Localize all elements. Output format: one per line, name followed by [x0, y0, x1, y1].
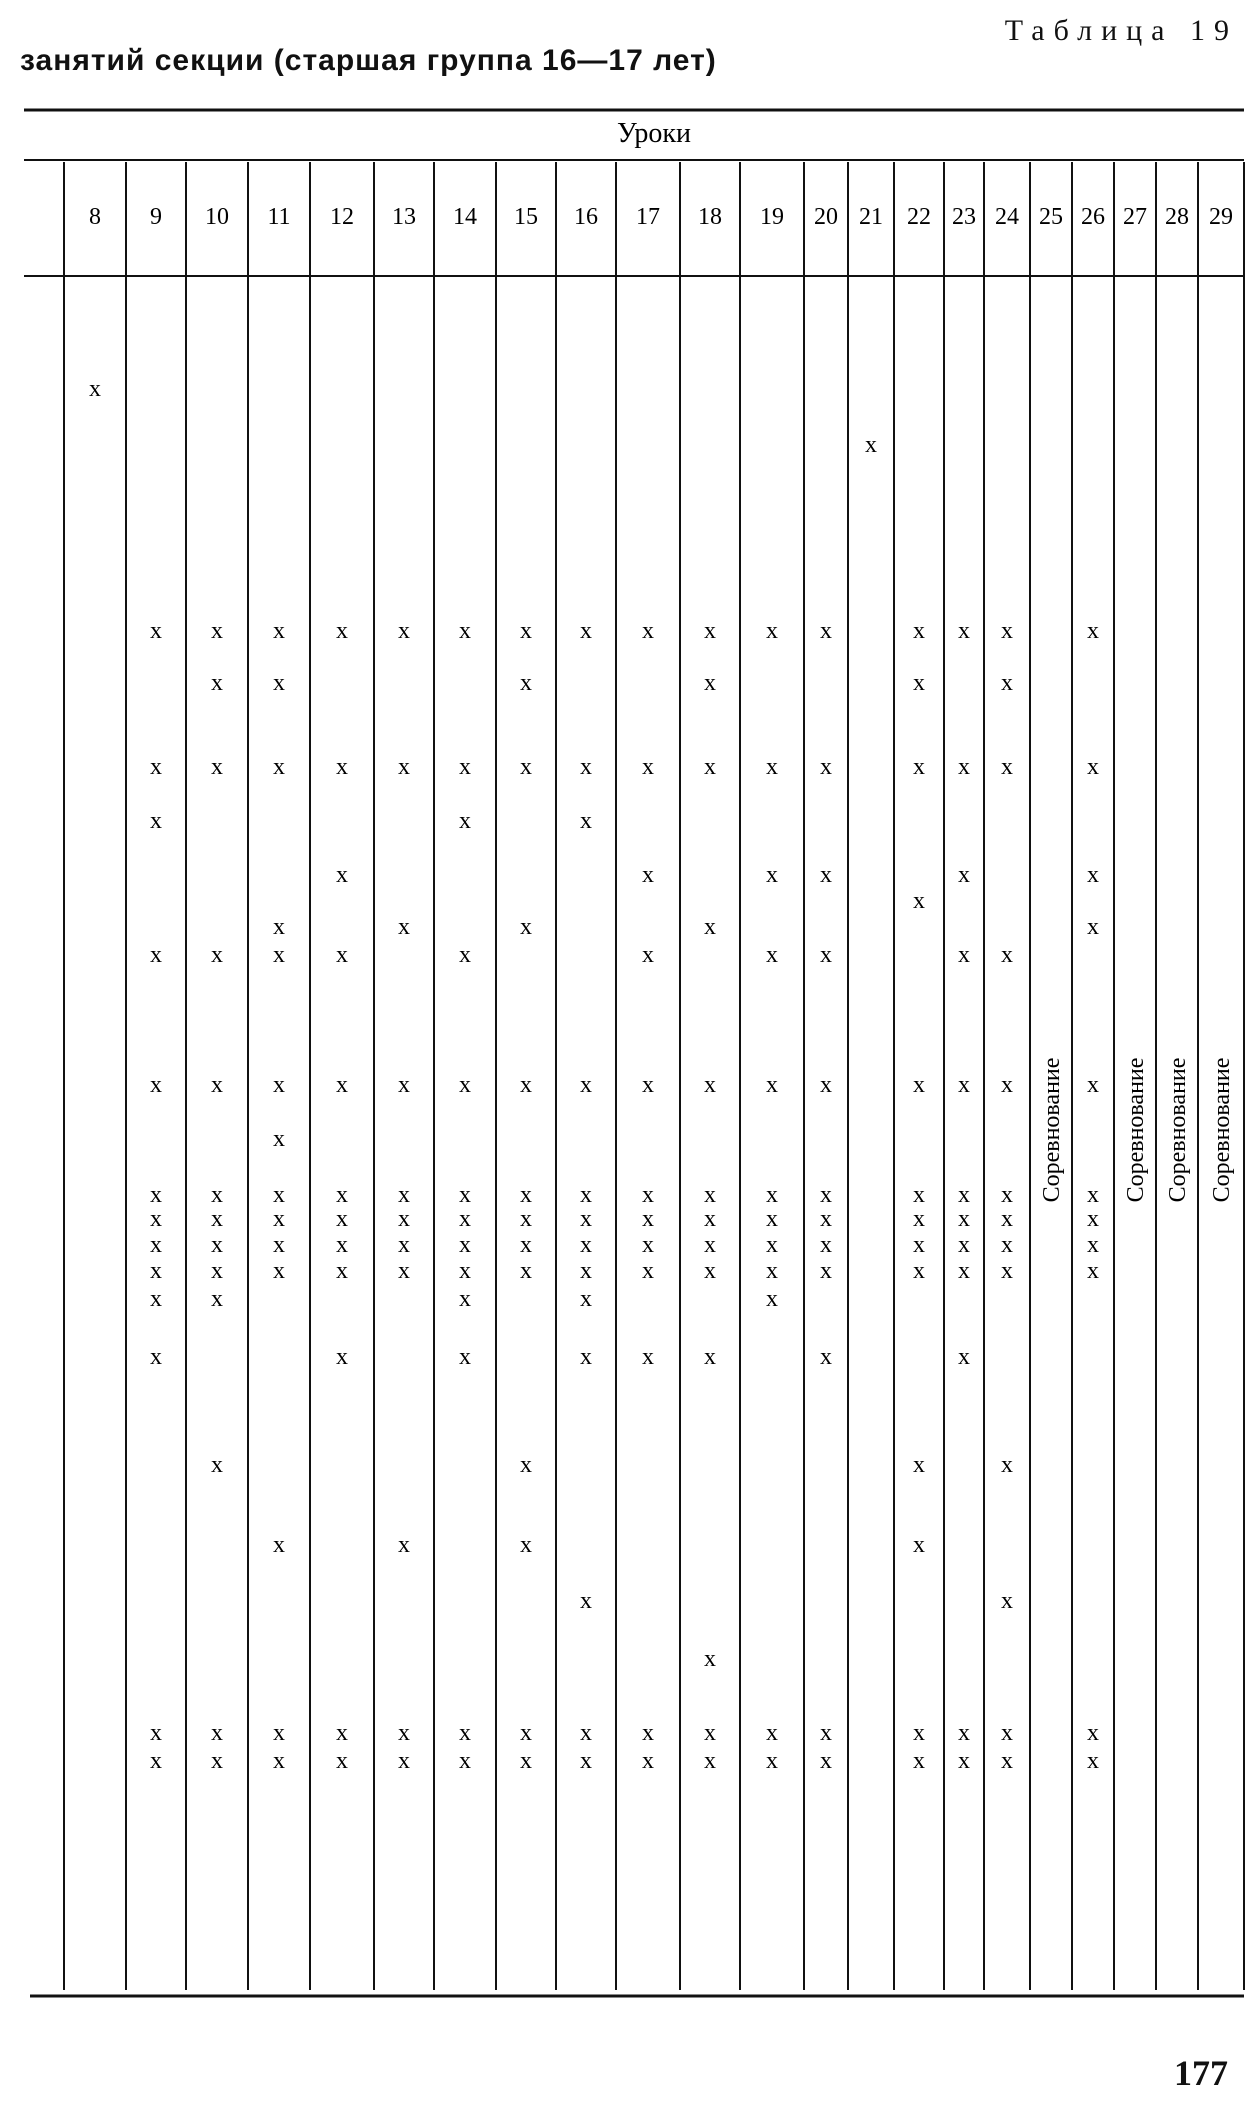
mark-lesson-24: x — [1001, 754, 1013, 780]
mark-lesson-17: x — [642, 942, 654, 968]
mark-lesson-14: x — [459, 618, 471, 644]
mark-lesson-16: x — [580, 1720, 592, 1746]
mark-lesson-8: x — [89, 376, 101, 402]
lesson-number-21: 21 — [859, 204, 883, 230]
mark-lesson-12: x — [336, 1182, 348, 1208]
mark-lesson-18: x — [704, 670, 716, 696]
mark-lesson-20: x — [820, 1720, 832, 1746]
mark-lesson-26: x — [1087, 1206, 1099, 1232]
mark-lesson-22: x — [913, 1258, 925, 1284]
mark-lesson-18: x — [704, 1182, 716, 1208]
mark-lesson-11: x — [273, 670, 285, 696]
mark-lesson-11: x — [273, 1748, 285, 1774]
mark-lesson-12: x — [336, 754, 348, 780]
mark-lesson-18: x — [704, 1258, 716, 1284]
mark-lesson-10: x — [211, 618, 223, 644]
lesson-number-26: 26 — [1081, 204, 1105, 230]
lesson-number-11: 11 — [267, 204, 291, 230]
lesson-number-15: 15 — [514, 204, 538, 230]
mark-lesson-16: x — [580, 1232, 592, 1258]
mark-lesson-19: x — [766, 1286, 778, 1312]
mark-lesson-11: x — [273, 1720, 285, 1746]
mark-lesson-16: x — [580, 1072, 592, 1098]
mark-lesson-16: x — [580, 1588, 592, 1614]
mark-lesson-9: x — [150, 1344, 162, 1370]
mark-lesson-22: x — [913, 1720, 925, 1746]
mark-lesson-12: x — [336, 942, 348, 968]
mark-lesson-20: x — [820, 1258, 832, 1284]
mark-lesson-22: x — [913, 754, 925, 780]
mark-lesson-15: x — [520, 1182, 532, 1208]
mark-lesson-13: x — [398, 1232, 410, 1258]
mark-lesson-18: x — [704, 1072, 716, 1098]
mark-lesson-10: x — [211, 1206, 223, 1232]
mark-lesson-17: x — [642, 1072, 654, 1098]
mark-lesson-19: x — [766, 1232, 778, 1258]
mark-lesson-18: x — [704, 1344, 716, 1370]
mark-lesson-23: x — [958, 1182, 970, 1208]
mark-lesson-24: x — [1001, 942, 1013, 968]
mark-lesson-26: x — [1087, 1720, 1099, 1746]
mark-lesson-11: x — [273, 618, 285, 644]
mark-lesson-14: x — [459, 1258, 471, 1284]
mark-lesson-13: x — [398, 1072, 410, 1098]
lesson-number-12: 12 — [330, 204, 354, 230]
competition-label-27: Соревнование — [1123, 1057, 1149, 1203]
mark-lesson-9: x — [150, 942, 162, 968]
mark-lesson-24: x — [1001, 1588, 1013, 1614]
mark-lesson-18: x — [704, 754, 716, 780]
mark-lesson-19: x — [766, 1258, 778, 1284]
mark-lesson-15: x — [520, 1206, 532, 1232]
mark-lesson-22: x — [913, 1532, 925, 1558]
mark-lesson-13: x — [398, 1182, 410, 1208]
mark-lesson-9: x — [150, 1286, 162, 1312]
mark-lesson-9: x — [150, 754, 162, 780]
mark-lesson-19: x — [766, 754, 778, 780]
mark-lesson-10: x — [211, 1720, 223, 1746]
mark-lesson-17: x — [642, 1344, 654, 1370]
mark-lesson-15: x — [520, 1720, 532, 1746]
mark-lesson-24: x — [1001, 1232, 1013, 1258]
mark-lesson-15: x — [520, 1232, 532, 1258]
mark-lesson-12: x — [336, 1720, 348, 1746]
mark-lesson-18: x — [704, 914, 716, 940]
mark-lesson-20: x — [820, 942, 832, 968]
mark-lesson-15: x — [520, 618, 532, 644]
mark-lesson-17: x — [642, 1258, 654, 1284]
mark-lesson-14: x — [459, 1720, 471, 1746]
mark-lesson-24: x — [1001, 1452, 1013, 1478]
lesson-number-28: 28 — [1165, 204, 1189, 230]
mark-lesson-15: x — [520, 1748, 532, 1774]
lesson-number-23: 23 — [952, 204, 976, 230]
mark-lesson-10: x — [211, 942, 223, 968]
mark-lesson-13: x — [398, 754, 410, 780]
mark-lesson-26: x — [1087, 1258, 1099, 1284]
mark-lesson-20: x — [820, 754, 832, 780]
mark-lesson-14: x — [459, 808, 471, 834]
mark-lesson-15: x — [520, 1072, 532, 1098]
mark-lesson-21: x — [865, 432, 877, 458]
mark-lesson-13: x — [398, 1532, 410, 1558]
mark-lesson-19: x — [766, 618, 778, 644]
mark-lesson-26: x — [1087, 1182, 1099, 1208]
mark-lesson-17: x — [642, 618, 654, 644]
lesson-number-20: 20 — [814, 204, 838, 230]
mark-lesson-22: x — [913, 1452, 925, 1478]
mark-lesson-16: x — [580, 808, 592, 834]
mark-lesson-11: x — [273, 1232, 285, 1258]
mark-lesson-26: x — [1087, 754, 1099, 780]
mark-lesson-11: x — [273, 942, 285, 968]
mark-lesson-19: x — [766, 862, 778, 888]
mark-lesson-12: x — [336, 1344, 348, 1370]
mark-lesson-23: x — [958, 1258, 970, 1284]
mark-lesson-26: x — [1087, 1232, 1099, 1258]
mark-lesson-24: x — [1001, 1206, 1013, 1232]
mark-lesson-9: x — [150, 808, 162, 834]
mark-lesson-22: x — [913, 1182, 925, 1208]
mark-lesson-20: x — [820, 1072, 832, 1098]
mark-lesson-12: x — [336, 1072, 348, 1098]
mark-lesson-22: x — [913, 888, 925, 914]
mark-lesson-11: x — [273, 914, 285, 940]
mark-lesson-11: x — [273, 754, 285, 780]
lesson-number-17: 17 — [636, 204, 660, 230]
mark-lesson-22: x — [913, 670, 925, 696]
mark-lesson-23: x — [958, 1206, 970, 1232]
mark-lesson-19: x — [766, 1072, 778, 1098]
mark-lesson-18: x — [704, 1232, 716, 1258]
mark-lesson-17: x — [642, 1182, 654, 1208]
mark-lesson-11: x — [273, 1532, 285, 1558]
mark-lesson-23: x — [958, 618, 970, 644]
mark-lesson-9: x — [150, 1182, 162, 1208]
mark-lesson-24: x — [1001, 1182, 1013, 1208]
mark-lesson-9: x — [150, 1720, 162, 1746]
mark-lesson-11: x — [273, 1206, 285, 1232]
mark-lesson-11: x — [273, 1258, 285, 1284]
mark-lesson-10: x — [211, 754, 223, 780]
mark-lesson-17: x — [642, 1748, 654, 1774]
mark-lesson-16: x — [580, 1344, 592, 1370]
mark-lesson-14: x — [459, 942, 471, 968]
lesson-number-14: 14 — [453, 204, 477, 230]
mark-lesson-9: x — [150, 1072, 162, 1098]
mark-lesson-26: x — [1087, 618, 1099, 644]
mark-lesson-23: x — [958, 1720, 970, 1746]
table-caption: Таблица 19 — [1004, 14, 1238, 47]
mark-lesson-19: x — [766, 942, 778, 968]
mark-lesson-24: x — [1001, 618, 1013, 644]
mark-lesson-11: x — [273, 1072, 285, 1098]
mark-lesson-24: x — [1001, 1748, 1013, 1774]
mark-lesson-19: x — [766, 1748, 778, 1774]
mark-lesson-15: x — [520, 670, 532, 696]
mark-lesson-15: x — [520, 1452, 532, 1478]
mark-lesson-10: x — [211, 1748, 223, 1774]
mark-lesson-20: x — [820, 618, 832, 644]
mark-lesson-9: x — [150, 618, 162, 644]
mark-lesson-14: x — [459, 1206, 471, 1232]
lesson-number-8: 8 — [89, 204, 101, 230]
mark-lesson-16: x — [580, 754, 592, 780]
mark-lesson-19: x — [766, 1720, 778, 1746]
mark-lesson-13: x — [398, 914, 410, 940]
mark-lesson-17: x — [642, 1232, 654, 1258]
mark-lesson-26: x — [1087, 1072, 1099, 1098]
mark-lesson-23: x — [958, 1748, 970, 1774]
mark-lesson-12: x — [336, 618, 348, 644]
mark-lesson-14: x — [459, 1232, 471, 1258]
mark-lesson-19: x — [766, 1182, 778, 1208]
mark-lesson-17: x — [642, 862, 654, 888]
mark-lesson-13: x — [398, 1258, 410, 1284]
mark-lesson-20: x — [820, 1748, 832, 1774]
mark-lesson-14: x — [459, 1182, 471, 1208]
mark-lesson-10: x — [211, 1182, 223, 1208]
mark-lesson-24: x — [1001, 1072, 1013, 1098]
mark-lesson-22: x — [913, 618, 925, 644]
mark-lesson-23: x — [958, 862, 970, 888]
mark-lesson-16: x — [580, 1748, 592, 1774]
mark-lesson-14: x — [459, 1344, 471, 1370]
mark-lesson-12: x — [336, 862, 348, 888]
mark-lesson-9: x — [150, 1748, 162, 1774]
mark-lesson-24: x — [1001, 1258, 1013, 1284]
lesson-number-27: 27 — [1123, 204, 1147, 230]
mark-lesson-13: x — [398, 1720, 410, 1746]
mark-lesson-10: x — [211, 1258, 223, 1284]
mark-lesson-17: x — [642, 1206, 654, 1232]
mark-lesson-22: x — [913, 1748, 925, 1774]
competition-label-25: Соревнование — [1039, 1057, 1065, 1203]
mark-lesson-10: x — [211, 1452, 223, 1478]
lesson-number-16: 16 — [574, 204, 598, 230]
mark-lesson-15: x — [520, 1258, 532, 1284]
mark-lesson-9: x — [150, 1258, 162, 1284]
mark-lesson-24: x — [1001, 1720, 1013, 1746]
mark-lesson-10: x — [211, 1232, 223, 1258]
mark-lesson-12: x — [336, 1258, 348, 1284]
mark-lesson-13: x — [398, 1206, 410, 1232]
mark-lesson-20: x — [820, 1232, 832, 1258]
mark-lesson-19: x — [766, 1206, 778, 1232]
lesson-number-29: 29 — [1209, 204, 1233, 230]
lesson-number-13: 13 — [392, 204, 416, 230]
competition-label-29: Соревнование — [1209, 1057, 1235, 1203]
mark-lesson-23: x — [958, 1232, 970, 1258]
mark-lesson-13: x — [398, 1748, 410, 1774]
mark-lesson-20: x — [820, 862, 832, 888]
mark-lesson-14: x — [459, 1748, 471, 1774]
mark-lesson-11: x — [273, 1126, 285, 1152]
mark-lesson-22: x — [913, 1072, 925, 1098]
mark-lesson-10: x — [211, 670, 223, 696]
lesson-number-22: 22 — [907, 204, 931, 230]
table-title: занятий секции (старшая группа 16—17 лет) — [20, 44, 717, 77]
mark-lesson-16: x — [580, 1206, 592, 1232]
mark-lesson-23: x — [958, 942, 970, 968]
mark-lesson-12: x — [336, 1206, 348, 1232]
mark-lesson-20: x — [820, 1344, 832, 1370]
lesson-number-25: 25 — [1039, 204, 1063, 230]
mark-lesson-22: x — [913, 1206, 925, 1232]
mark-lesson-18: x — [704, 1646, 716, 1672]
mark-lesson-17: x — [642, 1720, 654, 1746]
competition-label-28: Соревнование — [1165, 1057, 1191, 1203]
mark-lesson-9: x — [150, 1232, 162, 1258]
mark-lesson-20: x — [820, 1182, 832, 1208]
mark-lesson-10: x — [211, 1072, 223, 1098]
mark-lesson-15: x — [520, 754, 532, 780]
mark-lesson-15: x — [520, 914, 532, 940]
mark-lesson-18: x — [704, 1748, 716, 1774]
mark-lesson-16: x — [580, 1182, 592, 1208]
mark-lesson-11: x — [273, 1182, 285, 1208]
mark-lesson-20: x — [820, 1206, 832, 1232]
lesson-number-9: 9 — [150, 204, 162, 230]
mark-lesson-26: x — [1087, 914, 1099, 940]
mark-lesson-23: x — [958, 1072, 970, 1098]
mark-lesson-16: x — [580, 1286, 592, 1312]
mark-lesson-16: x — [580, 1258, 592, 1284]
mark-lesson-12: x — [336, 1748, 348, 1774]
mark-lesson-18: x — [704, 618, 716, 644]
mark-lesson-10: x — [211, 1286, 223, 1312]
mark-lesson-23: x — [958, 1344, 970, 1370]
mark-lesson-14: x — [459, 754, 471, 780]
lesson-number-18: 18 — [698, 204, 722, 230]
mark-lesson-18: x — [704, 1206, 716, 1232]
mark-lesson-24: x — [1001, 670, 1013, 696]
mark-lesson-12: x — [336, 1232, 348, 1258]
lesson-number-19: 19 — [760, 204, 784, 230]
lesson-number-24: 24 — [995, 204, 1019, 230]
mark-lesson-15: x — [520, 1532, 532, 1558]
mark-lesson-13: x — [398, 618, 410, 644]
mark-lesson-16: x — [580, 618, 592, 644]
mark-lesson-9: x — [150, 1206, 162, 1232]
mark-lesson-23: x — [958, 754, 970, 780]
mark-lesson-26: x — [1087, 1748, 1099, 1774]
mark-lesson-14: x — [459, 1072, 471, 1098]
mark-lesson-26: x — [1087, 862, 1099, 888]
mark-lesson-18: x — [704, 1720, 716, 1746]
mark-lesson-17: x — [642, 754, 654, 780]
mark-lesson-22: x — [913, 1232, 925, 1258]
page-number: 177 — [1174, 2053, 1228, 2093]
mark-lesson-14: x — [459, 1286, 471, 1312]
lessons-header: Уроки — [617, 118, 691, 149]
lesson-number-10: 10 — [205, 204, 229, 230]
